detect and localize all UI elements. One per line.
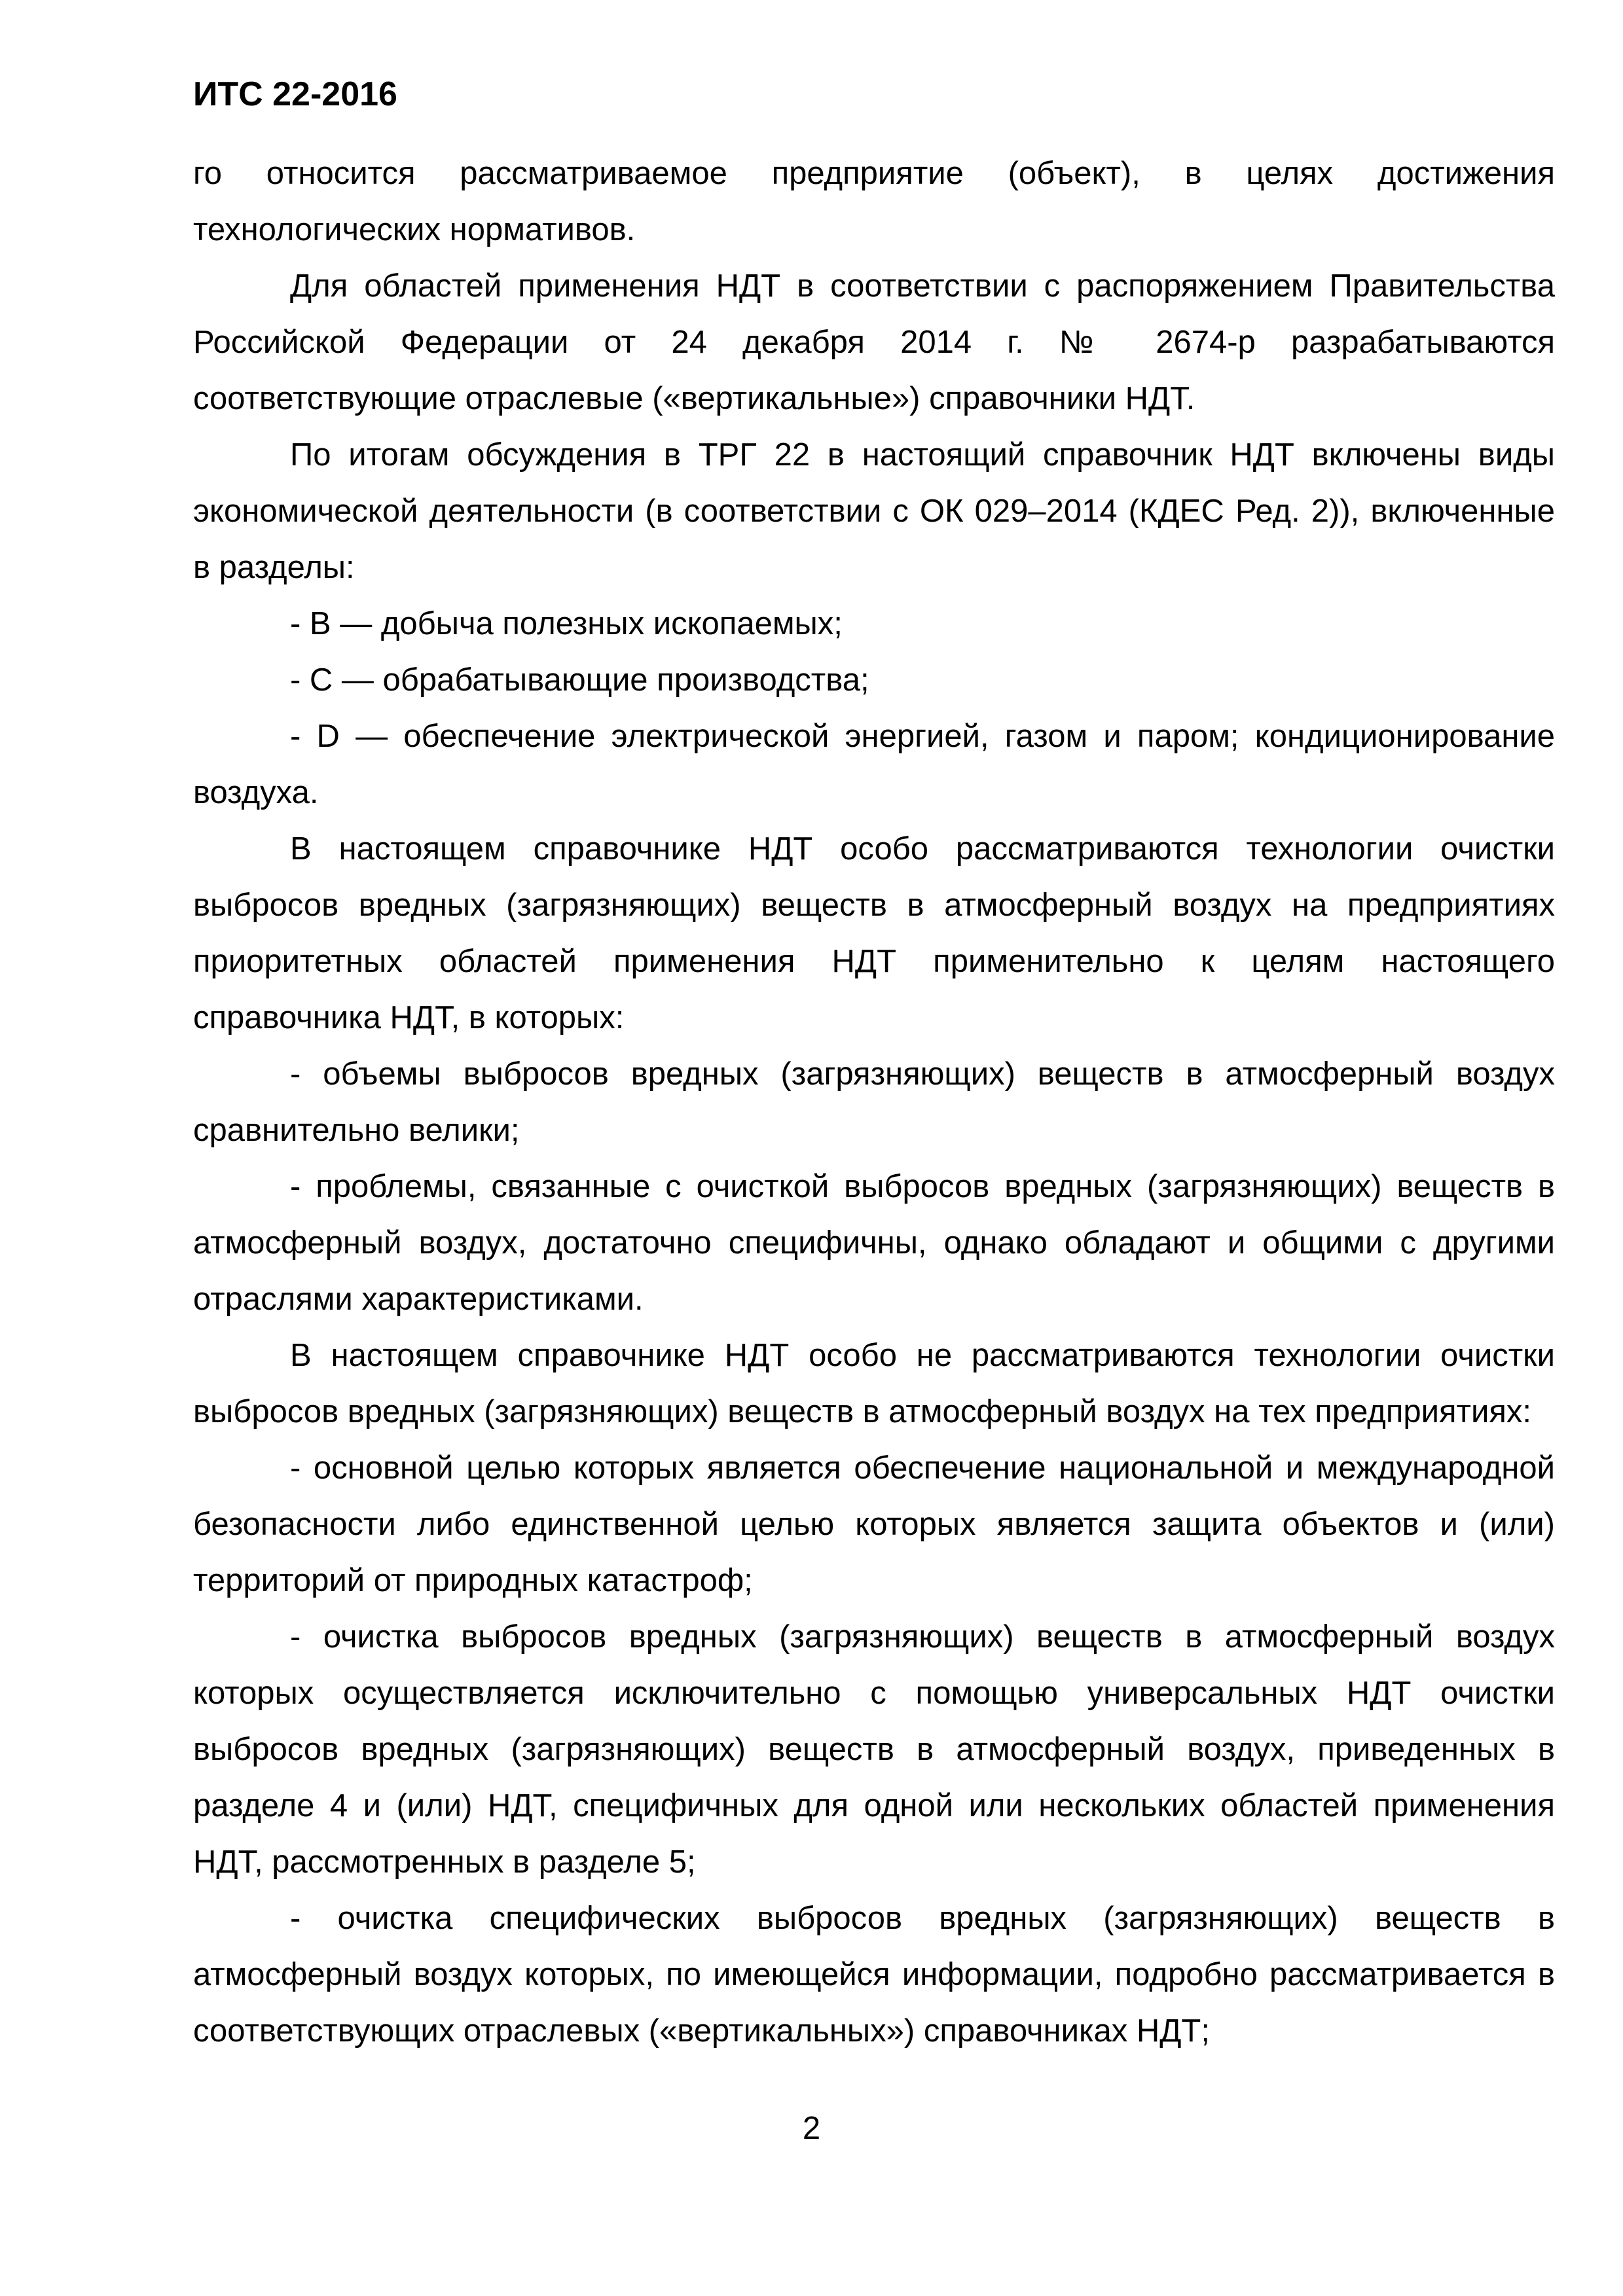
list-item-section-c: - С — обрабатывающие производства; — [290, 662, 869, 698]
list-item-section-d: - D — обеспечение электрической энергией, газом и паром; кондиционирование воздуха. — [193, 719, 1555, 810]
list-item-large-volumes: - объемы выбросов вредных (загрязняющих) веществ в атмосферный воздух сравнительно велики; — [193, 1056, 1555, 1148]
paragraph-ndt-areas: Для областей применения НДТ в соответствии с распоряжением Правительства Российской Федерации от 24 декабря 2014 г. № 2674-р разрабатываются соответствующие отраслевые («вертикальные») справочники НДТ. — [193, 268, 1555, 416]
list-item-specific-problems: - проблемы, связанные с очисткой выбросов вредных (загрязняющих) веществ в атмосферный воздух, достаточно специфичны, однако обладают и общими с другими отраслями характеристиками. — [193, 1169, 1555, 1317]
paragraph-not-considered: В настоящем справочнике НДТ особо не рассматриваются технологии очистки выбросов вредных (загрязняющих) веществ в атмосферный воздух на тех предприятиях: — [193, 1338, 1555, 1429]
list-item-section-b: - В — добыча полезных ископаемых; — [290, 606, 843, 641]
list-item-universal-ndt: - очистка выбросов вредных (загрязняющих) веществ в атмосферный воздух которых осуществляется исключительно с помощью универсальных НДТ очистки выбросов вредных (загрязняющих) веществ в атмосферный воздух, приведенных в разделе 4 и (или) НДТ, специфичных для одной или нескольких областей применения НДТ, рассмотренных в разделе 5; — [193, 1619, 1555, 1880]
paragraph-continuation: го относится рассматриваемое предприятие (объект), в целях достижения технологических нормативов. — [193, 156, 1555, 247]
document-code-header: ИТС 22-2016 — [193, 75, 397, 113]
paragraph-trg-discussion: По итогам обсуждения в ТРГ 22 в настоящий справочник НДТ включены виды экономической деятельности (в соответствии с ОК 029–2014 (КДЕС Ред. 2)), включенные в разделы: — [193, 437, 1555, 585]
list-item-security: - основной целью которых является обеспечение национальной и международной безопасности либо единственной целью которых является защита объектов и (или) территорий от природных катастроф; — [193, 1450, 1555, 1598]
paragraph-considered-technologies: В настоящем справочнике НДТ особо рассматриваются технологии очистки выбросов вредных (загрязняющих) веществ в атмосферный воздух на предприятиях приоритетных областей применения НДТ применительно к целям настоящего справочника НДТ, в которых: — [193, 831, 1555, 1035]
page-number: 2 — [802, 2111, 821, 2146]
list-item-sector-references: - очистка специфических выбросов вредных (загрязняющих) веществ в атмосферный воздух которых, по имеющейся информации, подробно рассматривается в соответствующих отраслевых («вертикальных») справочниках НДТ; — [193, 1901, 1555, 2049]
body-text — [193, 145, 1555, 2059]
